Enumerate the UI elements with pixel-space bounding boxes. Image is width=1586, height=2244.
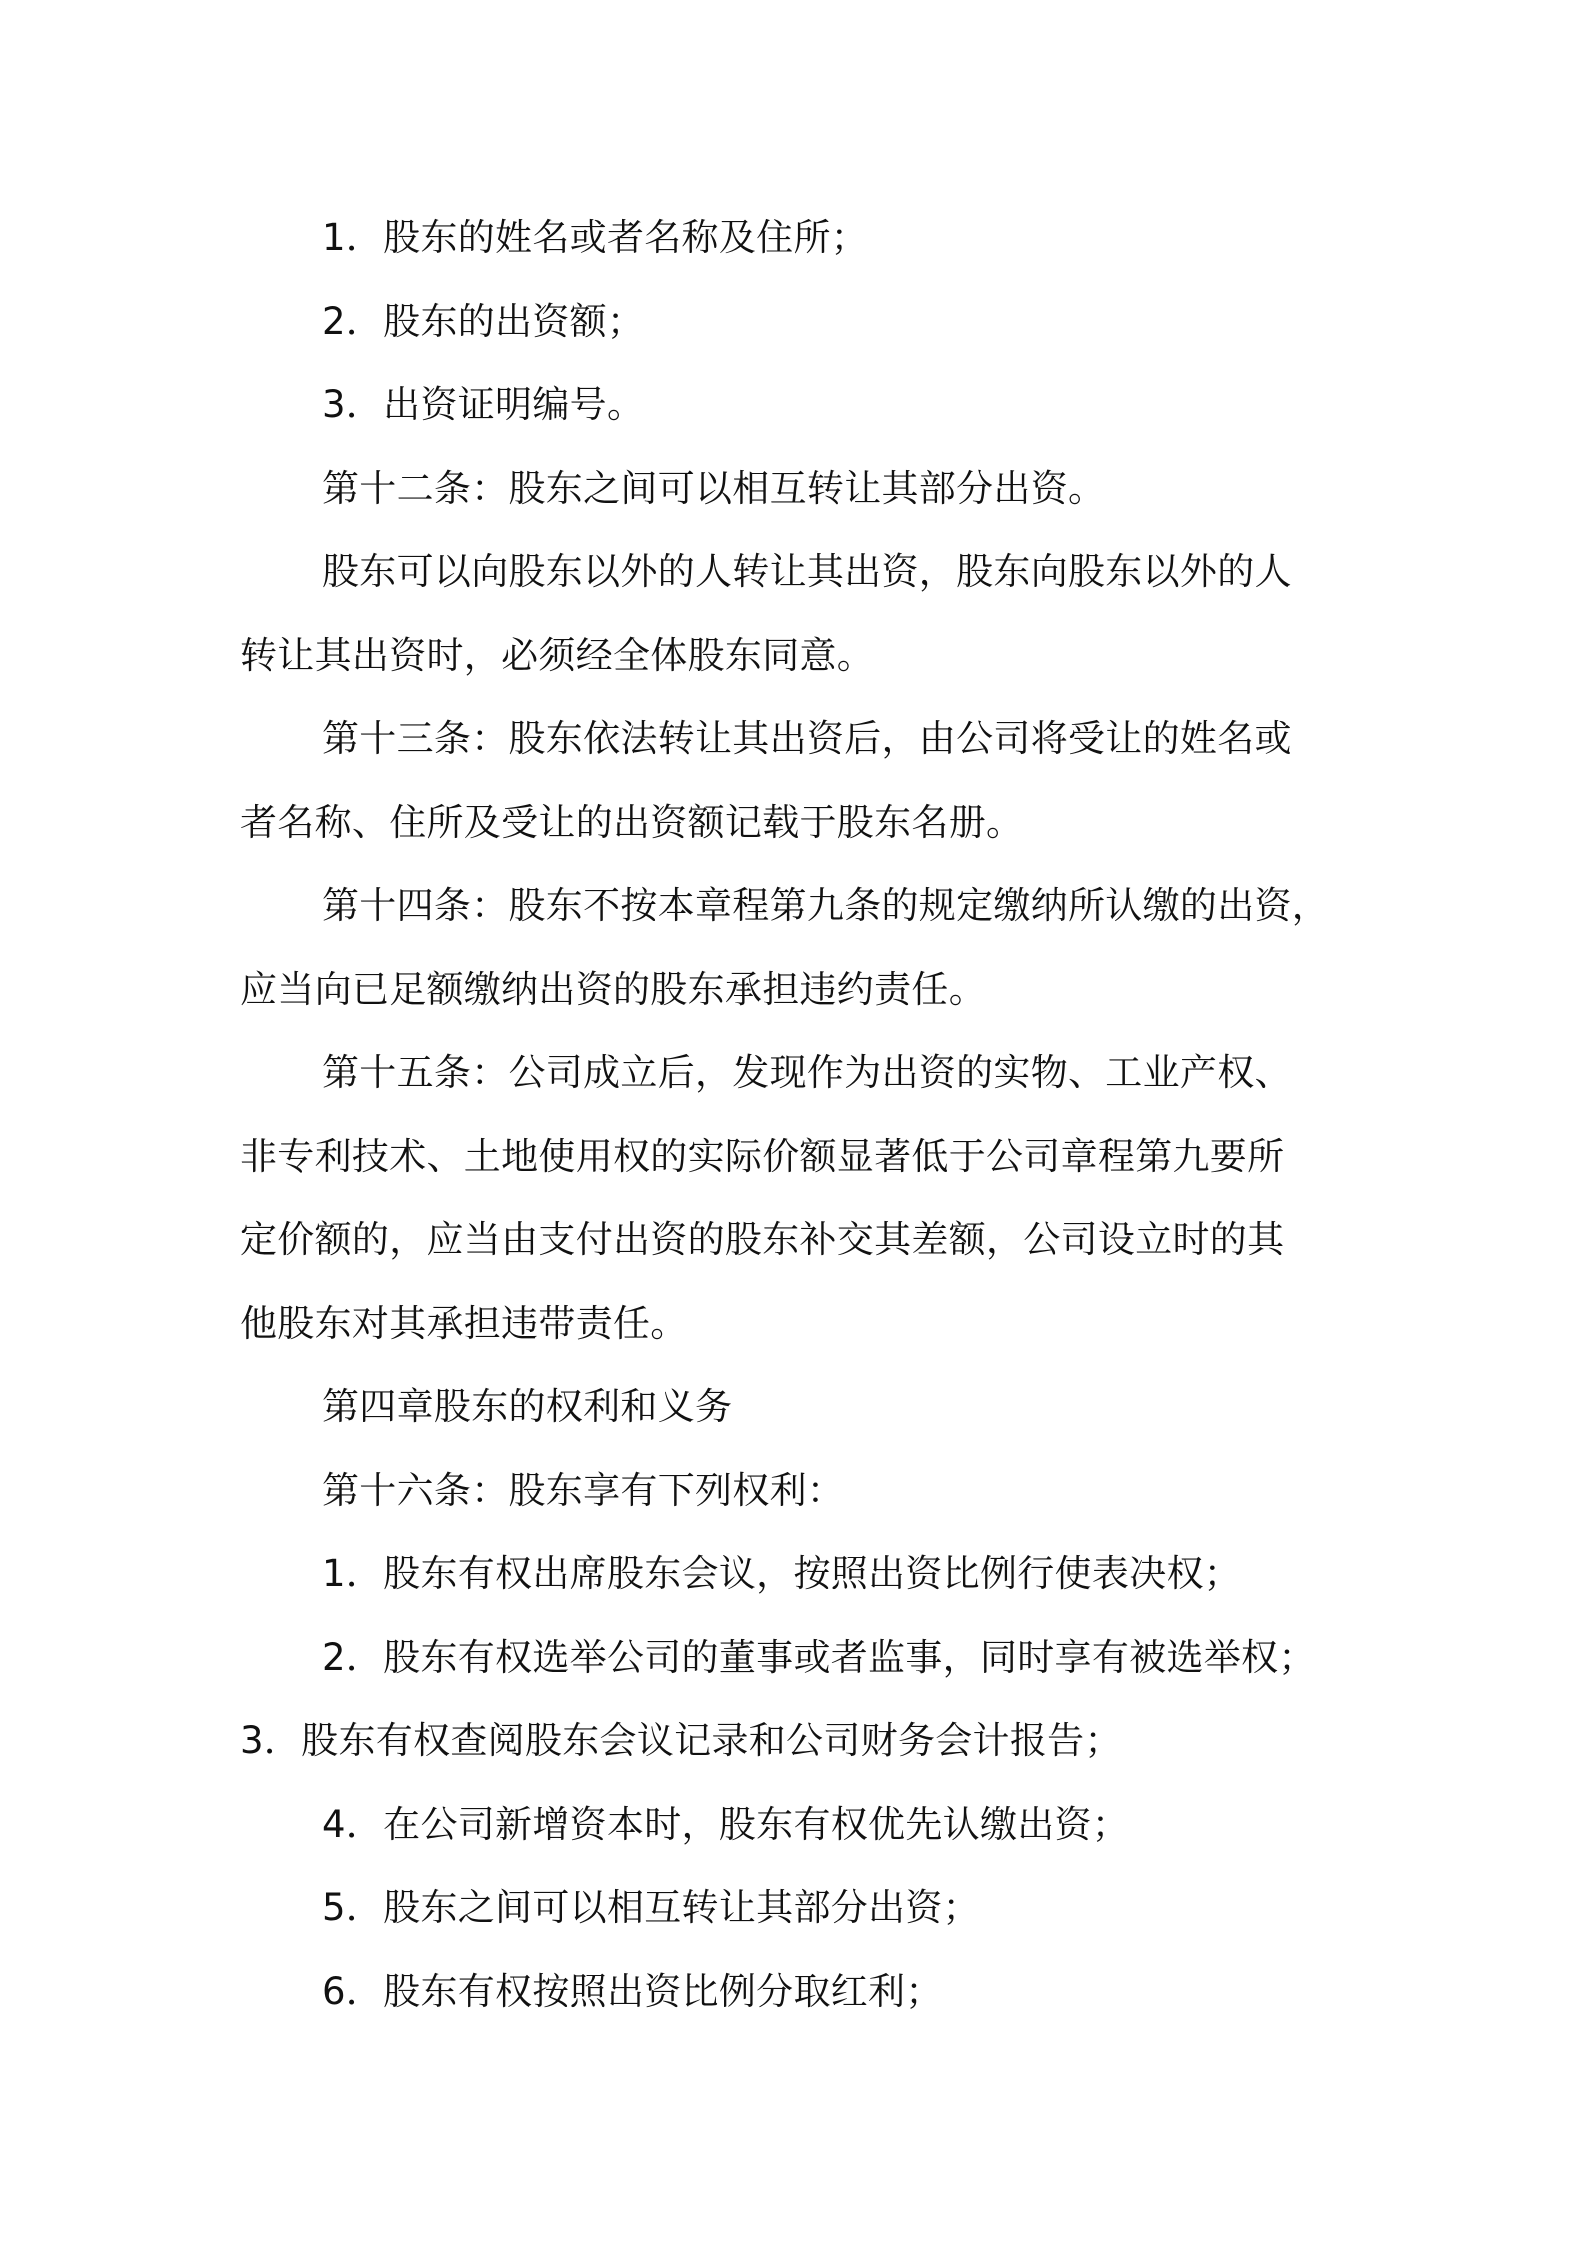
paragraph-line: 定价额的，应当由支付出资的股东补交其差额，公司设立时的其 bbox=[240, 1218, 1285, 1261]
paragraph-line: 者名称、住所及受让的出资额记载于股东名册。 bbox=[240, 800, 1024, 844]
list-item-2: 2．股东的出资额； bbox=[322, 299, 645, 343]
rights-list-item-5: 5．股东之间可以相互转让其部分出资； bbox=[322, 1886, 980, 1929]
paragraph-line: 非专利技术、土地使用权的实际价额显著低于公司章程第九要所 bbox=[240, 1134, 1285, 1178]
paragraph-line: 股东可以向股东以外的人转让其出资，股东向股东以外的人 bbox=[322, 550, 1292, 593]
document-body bbox=[240, 196, 1390, 2033]
rights-list-item-2: 2．股东有权选举公司的董事或者监事，同时享有被选举权； bbox=[322, 1635, 1316, 1679]
list-item-1: 1．股东的姓名或者名称及住所； bbox=[322, 216, 869, 259]
paragraph-line: 他股东对其承担违带责任。 bbox=[240, 1301, 688, 1345]
article-13: 第十三条：股东依法转让其出资后，由公司将受让的姓名或 bbox=[322, 717, 1292, 760]
rights-list-item-1: 1．股东有权出席股东会议，按照出资比例行使表决权； bbox=[322, 1552, 1242, 1595]
article-15: 第十五条：公司成立后，发现作为出资的实物、工业产权、 bbox=[322, 1051, 1292, 1094]
list-item-3: 3．出资证明编号。 bbox=[322, 383, 645, 426]
article-14: 第十四条：股东不按本章程第九条的规定缴纳所认缴的出资， bbox=[322, 884, 1330, 927]
rights-list-item-6: 6．股东有权按照出资比例分取红利； bbox=[322, 1969, 943, 2013]
article-16: 第十六条：股东享有下列权利： bbox=[322, 1468, 845, 1512]
rights-list-item-3: 3．股东有权查阅股东会议记录和公司财务会计报告； bbox=[240, 1719, 1122, 1762]
paragraph-line: 转让其出资时，必须经全体股东同意。 bbox=[240, 633, 875, 677]
paragraph-line: 应当向已足额缴纳出资的股东承担违约责任。 bbox=[240, 967, 986, 1011]
article-12: 第十二条：股东之间可以相互转让其部分出资。 bbox=[322, 466, 1106, 510]
rights-list-item-4: 4．在公司新增资本时，股东有权优先认缴出资； bbox=[322, 1802, 1130, 1846]
chapter-heading: 第四章股东的权利和义务 bbox=[322, 1385, 733, 1428]
